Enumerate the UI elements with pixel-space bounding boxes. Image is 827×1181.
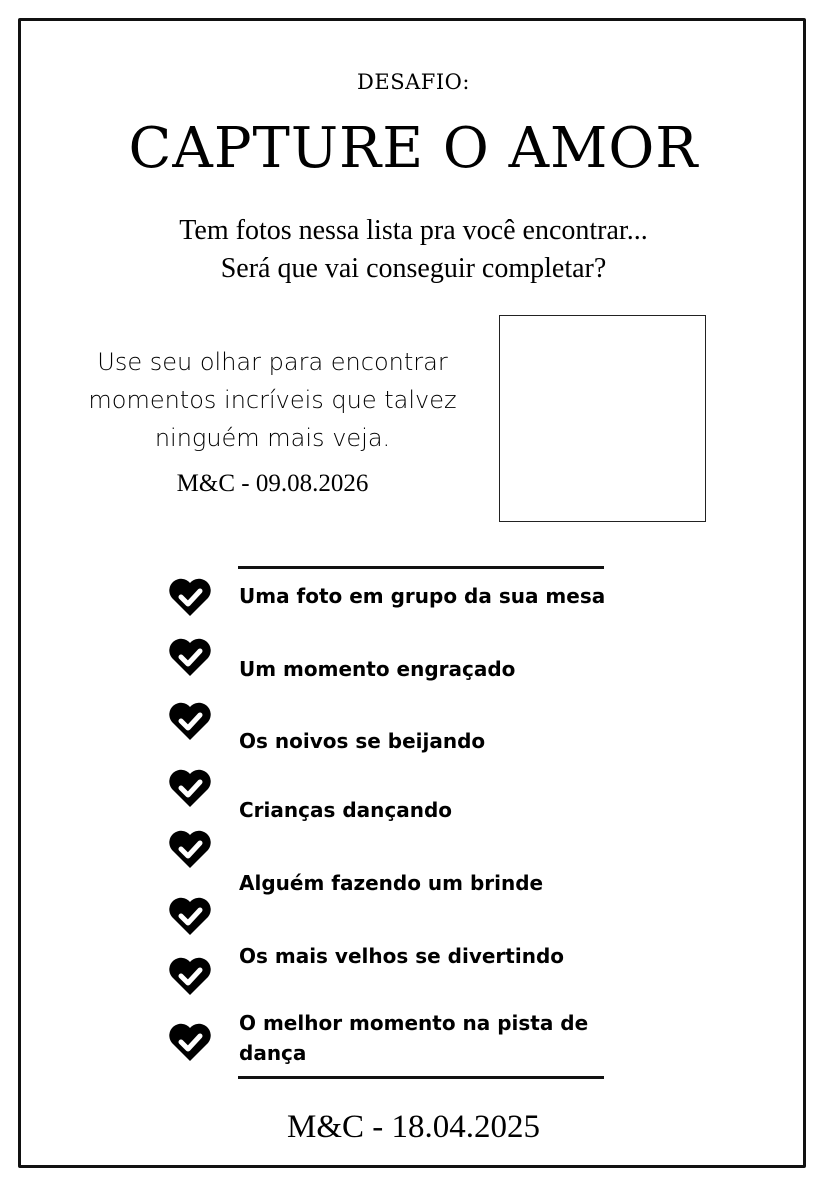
heart-check-icon bbox=[168, 767, 212, 809]
heart-check-icon bbox=[168, 700, 212, 742]
heart-check-icon bbox=[168, 955, 212, 997]
heart-check-icon bbox=[168, 828, 212, 870]
subtitle-line-2: Será que vai conseguir completar? bbox=[220, 253, 607, 284]
heart-check-icon bbox=[168, 1021, 212, 1063]
checklist-item: Os mais velhos se divertindo bbox=[239, 944, 565, 968]
checklist-item: Os noivos se beijando bbox=[239, 729, 486, 753]
checklist-item: O melhor momento na pista de dança bbox=[239, 1011, 589, 1065]
checklist-item: Um momento engraçado bbox=[239, 657, 516, 681]
divider-bottom bbox=[238, 1076, 604, 1079]
heart-check-icon bbox=[168, 895, 212, 937]
checklist-item: Crianças dançando bbox=[239, 798, 453, 822]
intro-text: Use seu olhar para encontrar momentos incríveis que talvez ninguém mais veja. bbox=[88, 348, 457, 452]
heart-check-icon bbox=[168, 576, 212, 618]
subtitle-line-1: Tem fotos nessa lista pra você encontrar... bbox=[179, 215, 648, 246]
pretitle: DESAFIO: bbox=[357, 70, 470, 94]
checklist-item: Alguém fazendo um brinde bbox=[239, 871, 544, 895]
footer-date: M&C - 18.04.2025 bbox=[286, 1109, 540, 1145]
photo-placeholder bbox=[499, 315, 706, 522]
intro-date: M&C - 09.08.2026 bbox=[176, 470, 369, 497]
page-title: CAPTURE O AMOR bbox=[128, 116, 699, 181]
heart-check-icon bbox=[168, 636, 212, 678]
subtitle bbox=[0, 212, 827, 288]
checklist-item: Uma foto em grupo da sua mesa bbox=[239, 584, 606, 608]
divider-top bbox=[238, 566, 604, 569]
